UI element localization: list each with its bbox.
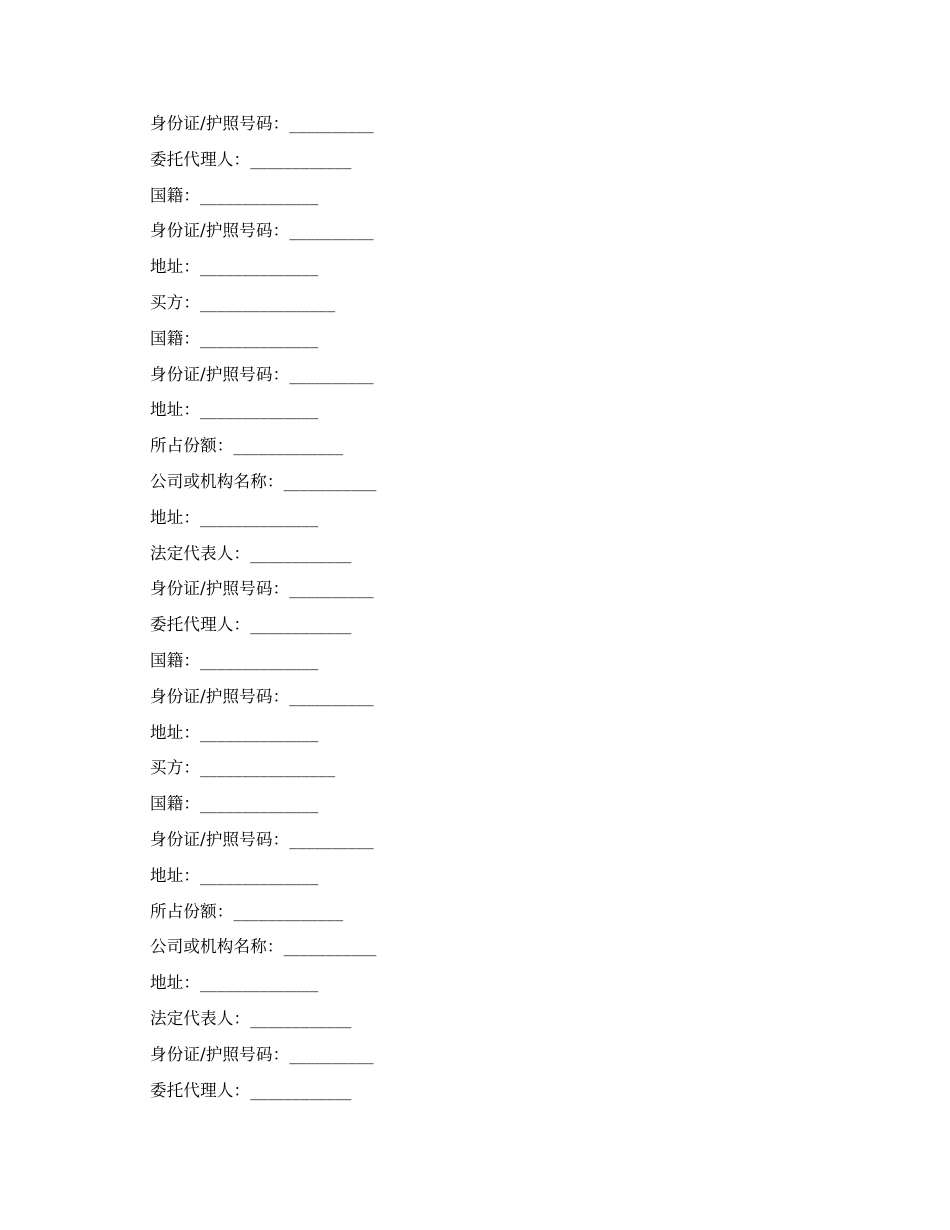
field-id-number: 身份证/护照号码：__________ <box>150 114 374 133</box>
field-nationality: 国籍：______________ <box>150 185 319 205</box>
field-nationality: 国籍：______________ <box>150 328 319 348</box>
field-nationality: 国籍：______________ <box>150 794 319 814</box>
field-address: 地址：______________ <box>150 507 319 527</box>
field-agent: 委托代理人：____________ <box>150 149 352 169</box>
field-id-number: 身份证/护照号码：__________ <box>150 364 374 384</box>
field-agent: 委托代理人：____________ <box>150 615 352 635</box>
form-lines <box>150 106 850 1108</box>
field-address: 地址：______________ <box>150 865 319 885</box>
field-buyer: 买方：________________ <box>150 758 336 778</box>
field-legal-representative: 法定代表人：____________ <box>150 543 352 563</box>
field-company-name: 公司或机构名称：___________ <box>150 937 377 957</box>
field-share: 所占份额：_____________ <box>150 436 344 456</box>
field-id-number: 身份证/护照号码：__________ <box>150 1044 374 1064</box>
field-buyer: 买方：________________ <box>150 292 336 312</box>
field-id-number: 身份证/护照号码：__________ <box>150 686 374 706</box>
field-address: 地址：______________ <box>150 400 319 420</box>
field-agent: 委托代理人：____________ <box>150 1080 352 1100</box>
field-company-name: 公司或机构名称：___________ <box>150 471 377 491</box>
field-id-number: 身份证/护照号码：__________ <box>150 829 374 849</box>
field-legal-representative: 法定代表人：____________ <box>150 1008 352 1028</box>
field-address: 地址：______________ <box>150 257 319 277</box>
field-id-number: 身份证/护照号码：__________ <box>150 579 374 599</box>
field-id-number: 身份证/护照号码：__________ <box>150 221 374 241</box>
field-nationality: 国籍：______________ <box>150 650 319 670</box>
field-share: 所占份额：_____________ <box>150 901 344 921</box>
field-address: 地址：______________ <box>150 722 319 742</box>
field-address: 地址：______________ <box>150 973 319 993</box>
